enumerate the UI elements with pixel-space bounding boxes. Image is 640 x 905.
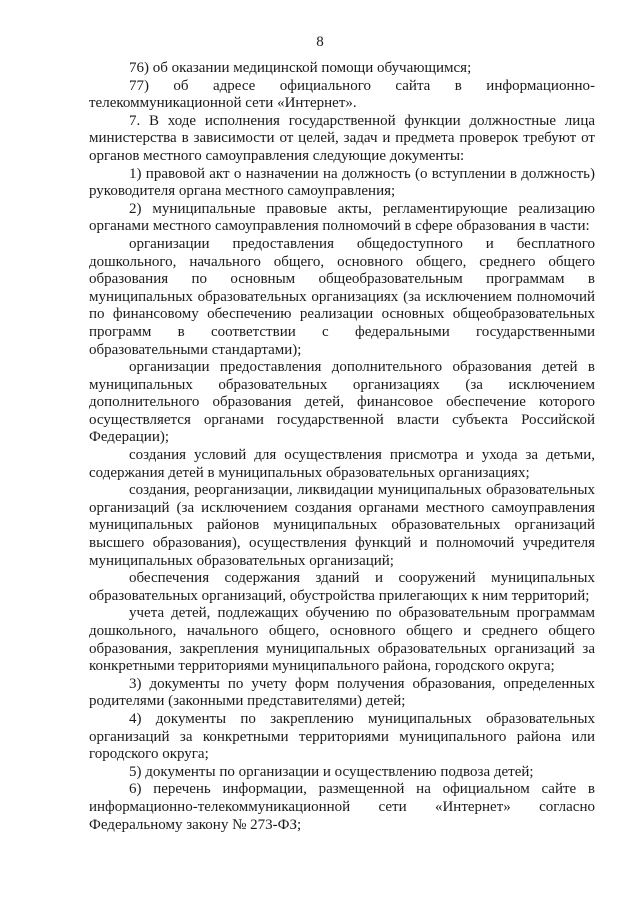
paragraph-doc-1: 1) правовой акт о назначении на должность (о вступлении в должность) руководителя органа местного самоуправления; xyxy=(89,165,595,200)
paragraph-section-7: 7. В ходе исполнения государственной функции должностные лица министерства в зависимости от целей, задач и предмета проверок требуют от органов местного самоуправления следующие документы: xyxy=(89,112,595,164)
paragraph-sub-creation: создания, реорганизации, ликвидации муниципальных образовательных организаций (за исключением создания органами местного самоуправления муниципальных районов муниципальных образовательных организаций высшего образования), осуществления функций и полномочий учредителя муниципальных образовательных организаций; xyxy=(89,482,595,569)
paragraph-sub-accounting: учета детей, подлежащих обучению по образовательным программам дошкольного, начального общего, основного общего и среднего общего образования, закрепления муниципальных образовательных организаций за конкретными территориями муниципального района, городского округа; xyxy=(89,605,595,675)
paragraph-doc-4: 4) документы по закреплению муниципальных образовательных организаций за конкретными территориями муниципального района или городского округа; xyxy=(89,710,595,763)
paragraph-sub-buildings: обеспечения содержания зданий и сооружений муниципальных образовательных организаций, обустройства прилегающих к ним территорий; xyxy=(89,570,595,604)
paragraph-sub-preschool: организации предоставления общедоступного и бесплатного дошкольного, начального общего, основного общего, среднего общего образования по основным общеобразовательным программам в муниципальных образовательных организациях (за исключением полномочий по финансовому обеспечению реализации основных общеобразовательных программ в соответствии с федеральными государственными образовательными стандартами); xyxy=(89,235,595,358)
page-number: 8 xyxy=(316,34,324,50)
paragraph-doc-5: 5) документы по организации и осуществлению подвоза детей; xyxy=(129,763,534,780)
paragraph-doc-3: 3) документы по учету форм получения образования, определенных родителями (законными представителями) детей; xyxy=(89,675,595,710)
paragraph-doc-2: 2) муниципальные правовые акты, регламентирующие реализацию органами местного самоуправления полномочий в сфере образования в части: xyxy=(89,200,595,235)
document-body xyxy=(89,60,595,834)
paragraph-sub-additional: организации предоставления дополнительного образования детей в муниципальных образовательных организациях (за исключением дополнительного образования детей, финансовое обеспечение которого осуществляется органами государственной власти субъекта Российской Федерации); xyxy=(89,359,595,446)
paragraph-item-77: 77) об адресе официального сайта в информационно-телекоммуникационной сети «Интернет». xyxy=(89,77,595,112)
paragraph-doc-6: 6) перечень информации, размещенной на официальном сайте в информационно-телекоммуникационной сети «Интернет» согласно Федеральному закону № 273-ФЗ; xyxy=(89,781,595,833)
paragraph-item-76: 76) об оказании медицинской помощи обучающимся; xyxy=(129,60,472,76)
paragraph-sub-care: создания условий для осуществления присмотра и ухода за детьми, содержания детей в муниципальных образовательных организациях; xyxy=(89,447,595,481)
